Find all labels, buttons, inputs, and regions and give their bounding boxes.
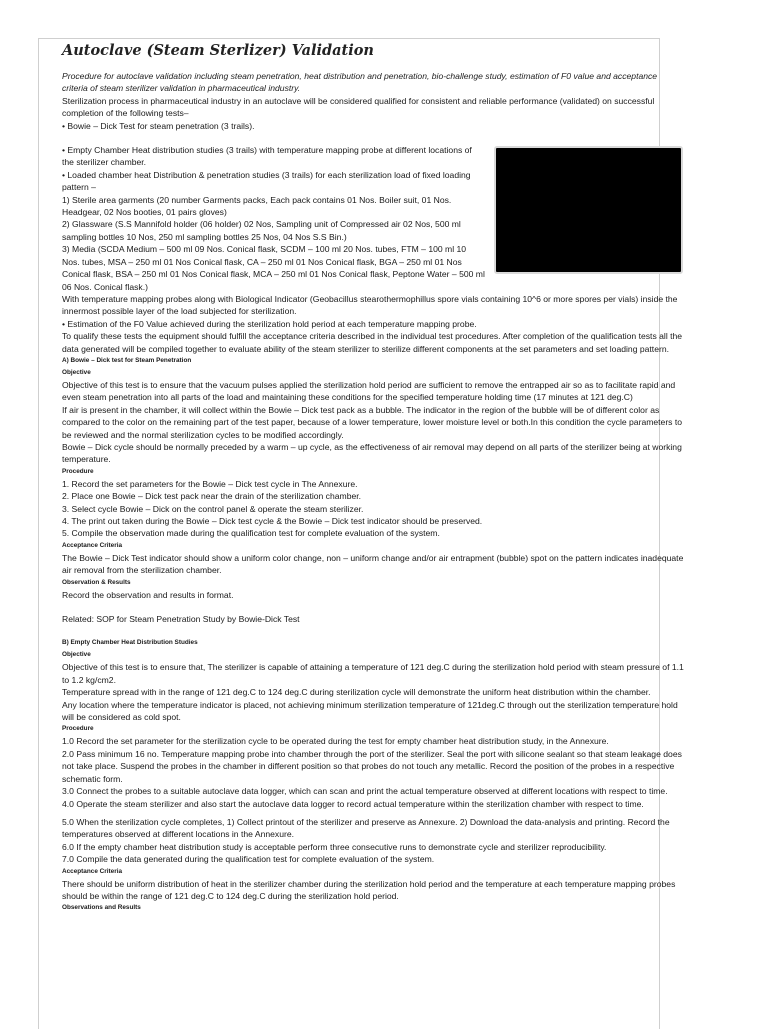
related-sop-link[interactable]: Related: SOP for Steam Penetration Study by Bowie-Dick Test bbox=[62, 614, 300, 625]
section-a-observation-heading: Observation & Results bbox=[62, 578, 131, 586]
document-title: Autoclave (Steam Sterlizer) Validation bbox=[62, 42, 374, 59]
section-b-heading: B) Empty Chamber Heat Distribution Studies bbox=[62, 639, 198, 647]
section-b-procedure-heading: Procedure bbox=[62, 725, 94, 733]
section-a-acceptance-heading: Acceptance Criteria bbox=[62, 541, 123, 549]
procedure-step: 2.0 Pass minimum 16 no. Temperature mapping probe into chamber through the port of the sterilizer. Seal the port with silicone sealant so that steam leakage does not take place. Suspend the probes in the chamber in different position so that probes do not touch any metallic. Record the position of the probes in a respective schematic form. bbox=[62, 748, 682, 784]
qualify-paragraph: To qualify these tests the equipment should fulfill the acceptance criteria described in the individual test procedures. After completion of the qualification tests all the data generated will be compiled together to evaluate ability of the steam sterilizer to sterilize different components at the set parameters and set loading pattern. bbox=[62, 331, 683, 354]
spacer bbox=[62, 601, 684, 613]
section-a-objective: If air is present in the chamber, it will collect within the Bowie – Dick test pack as a bubble. The indicator in the region of the bubble will be of different color as compared to the color on the remaining part of the test paper, because of a lower temperature, lower moisture level or both.In this condition the cycle parameters to be reviewed and the normal sterilization cycles to be modified accordingly. bbox=[62, 404, 683, 440]
embedded-video-placeholder[interactable] bbox=[494, 146, 683, 274]
bullet-empty-chamber: • Empty Chamber Heat distribution studies (3 trails) with temperature mapping probe at different locations of the sterilizer chamber. bbox=[62, 145, 472, 168]
section-b-objective: Any location where the temperature indicator is placed, not achieving minimum sterilization temperature of 121deg.C through out the sterilization temperature hold will be considered as cold spot. bbox=[62, 699, 678, 723]
section-a-procedure-heading: Procedure bbox=[62, 467, 94, 475]
intro-paragraph: Procedure for autoclave validation including steam penetration, heat distribution and penetration, bio-challenge study, estimation of F0 value and acceptance criteria of steam sterilizer validation in pharmaceutical industry. bbox=[62, 71, 658, 94]
procedure-step: 5.0 When the sterilization cycle completes, 1) Collect printout of the sterilizer and preserve as Annexure. 2) Download the data-analysis and printing. Record the temperatures observed at different locations in the Annexure. bbox=[62, 816, 670, 840]
section-b-objective: Temperature spread with in the range of 121 deg.C to 124 deg.C during sterilization cycle will demonstrate the uniform heat distribution within the chamber. bbox=[62, 687, 651, 698]
procedure-step: 1. Record the set parameters for the Bowie – Dick test cycle in The Annexure. bbox=[62, 478, 358, 489]
load-section bbox=[62, 144, 684, 293]
procedure-step: 2. Place one Bowie – Dick test pack near the drain of the sterilization chamber. bbox=[62, 491, 362, 502]
procedure-step: 7.0 Compile the data generated during the qualification test for complete evaluation of the system. bbox=[62, 854, 435, 865]
section-b-acceptance: There should be uniform distribution of heat in the sterilizer chamber during the sterilization hold period and the temperature at each temperature mapping probes should be within the range of 121 deg.C to 124 deg.C during the sterilization hold period. bbox=[62, 878, 676, 901]
section-a-acceptance: The Bowie – Dick Test indicator should show a uniform color change, non – uniform change and/or air entrapment (bubble) spot on the pattern indicates inadequate air removal from the sterilization chamber. bbox=[62, 552, 684, 576]
procedure-step: 3. Select cycle Bowie – Dick on the control panel & operate the steam sterilizer. bbox=[62, 503, 364, 514]
section-a-objective-heading: Objective bbox=[62, 368, 91, 376]
section-a-heading: A) Bowie – Dick test for Steam Penetration bbox=[62, 356, 192, 364]
section-b-objective: Objective of this test is to ensure that, The sterilizer is capable of attaining a temperature of 121 deg.C during the sterilization hold period with steam pressure of 1.1 to 1.2 kg/cm2. bbox=[62, 662, 684, 685]
procedure-step: 4. The print out taken during the Bowie – Dick test cycle & the Bowie – Dick test indicator should be preserved. bbox=[62, 516, 483, 526]
load-item: 2) Glassware (S.S Mannifold holder (06 holder) 02 Nos, Sampling unit of Compressed air 02 Nos, 500 ml sampling bottles 10 Nos, 250 ml sampling bottles 25 Nos, 04 Nos S.S Bin.) bbox=[62, 219, 461, 242]
section-b-objective-heading: Objective bbox=[62, 651, 91, 659]
procedure-step: 6.0 If the empty chamber heat distribution study is acceptable perform three consecutive runs to demonstrate cycle and sterilizer reproducibility. bbox=[62, 841, 607, 852]
spacer bbox=[62, 132, 684, 144]
document-content bbox=[62, 42, 684, 914]
section-b-observation-heading: Observations and Results bbox=[62, 904, 141, 912]
procedure-step: 1.0 Record the set parameter for the sterilization cycle to be operated during the test for empty chamber heat distribution study, in the Annexure. bbox=[62, 736, 609, 747]
section-b-acceptance-heading: Acceptance Criteria bbox=[62, 867, 123, 875]
load-item: 3) Media (SCDA Medium – 500 ml 09 Nos. Conical flask, SCDM – 100 ml 20 Nos. tubes, FTM – 100 ml 10 Nos. tubes, MSA – 250 ml 01 Nos Conical flask, CA – 250 ml 01 Nos Conical flask, BGA – 250 ml 01 Nos Conical flask, BSA – 250 ml 01 Nos Conical flask, MCA – 250 ml 01 Nos Conical flask, Peptone Water – 500 ml 06 Nos. Conical flask.) bbox=[62, 244, 485, 292]
biological-indicator-paragraph: With temperature mapping probes along with Biological Indicator (Geobacillus stearothermophillus spore vials containing 10^6 or more spores per vials) inside the innermost possible layer of the load subjected for sterilization. bbox=[62, 293, 678, 317]
procedure-step: 3.0 Connect the probes to a suitable autoclave data logger, which can scan and print the actual temperature observed at different locations with respect to time. bbox=[62, 786, 668, 797]
spacer bbox=[62, 625, 684, 637]
section-a-objective: Objective of this test is to ensure that the vacuum pulses applied the sterilization hold period are sufficient to remove the entrapped air so as to facilitate rapid and even steam penetration into all parts of the load and maintaining these conditions for the specified temperature holding time (17 minutes at 121 deg.C) bbox=[62, 379, 676, 403]
section-a-observation: Record the observation and results in format. bbox=[62, 589, 234, 600]
procedure-step: 4.0 Operate the steam sterilizer and also start the autoclave data logger to record actual temperature within the sterilization chamber with respect to time. bbox=[62, 798, 644, 809]
bullet-loaded-chamber: • Loaded chamber heat Distribution & penetration studies (3 trails) for each sterilization load of fixed loading pattern – bbox=[62, 169, 471, 193]
load-item: 1) Sterile area garments (20 number Garments packs, Each pack contains 01 Nos. Boiler suit, 01 Nos. Headgear, 02 Nos booties, 01 pairs gloves) bbox=[62, 194, 452, 218]
bullet-bowie-dick: • Bowie – Dick Test for steam penetration (3 trails). bbox=[62, 120, 255, 131]
load-list bbox=[62, 144, 486, 293]
procedure-step: 5. Compile the observation made during the qualification test for complete evaluation of the system. bbox=[62, 528, 440, 539]
bullet-f0-value: • Estimation of the F0 Value achieved during the sterilization hold period at each temperature mapping probe. bbox=[62, 318, 477, 329]
section-a-objective: Bowie – Dick cycle should be normally preceded by a warm – up cycle, as the effectiveness of air removal may depend on all parts of the sterilizer being at working temperature. bbox=[62, 441, 682, 465]
lead-paragraph: Sterilization process in pharmaceutical industry in an autoclave will be considered qualified for consistent and reliable performance (validated) on successful completion of the following tests– bbox=[62, 95, 655, 119]
